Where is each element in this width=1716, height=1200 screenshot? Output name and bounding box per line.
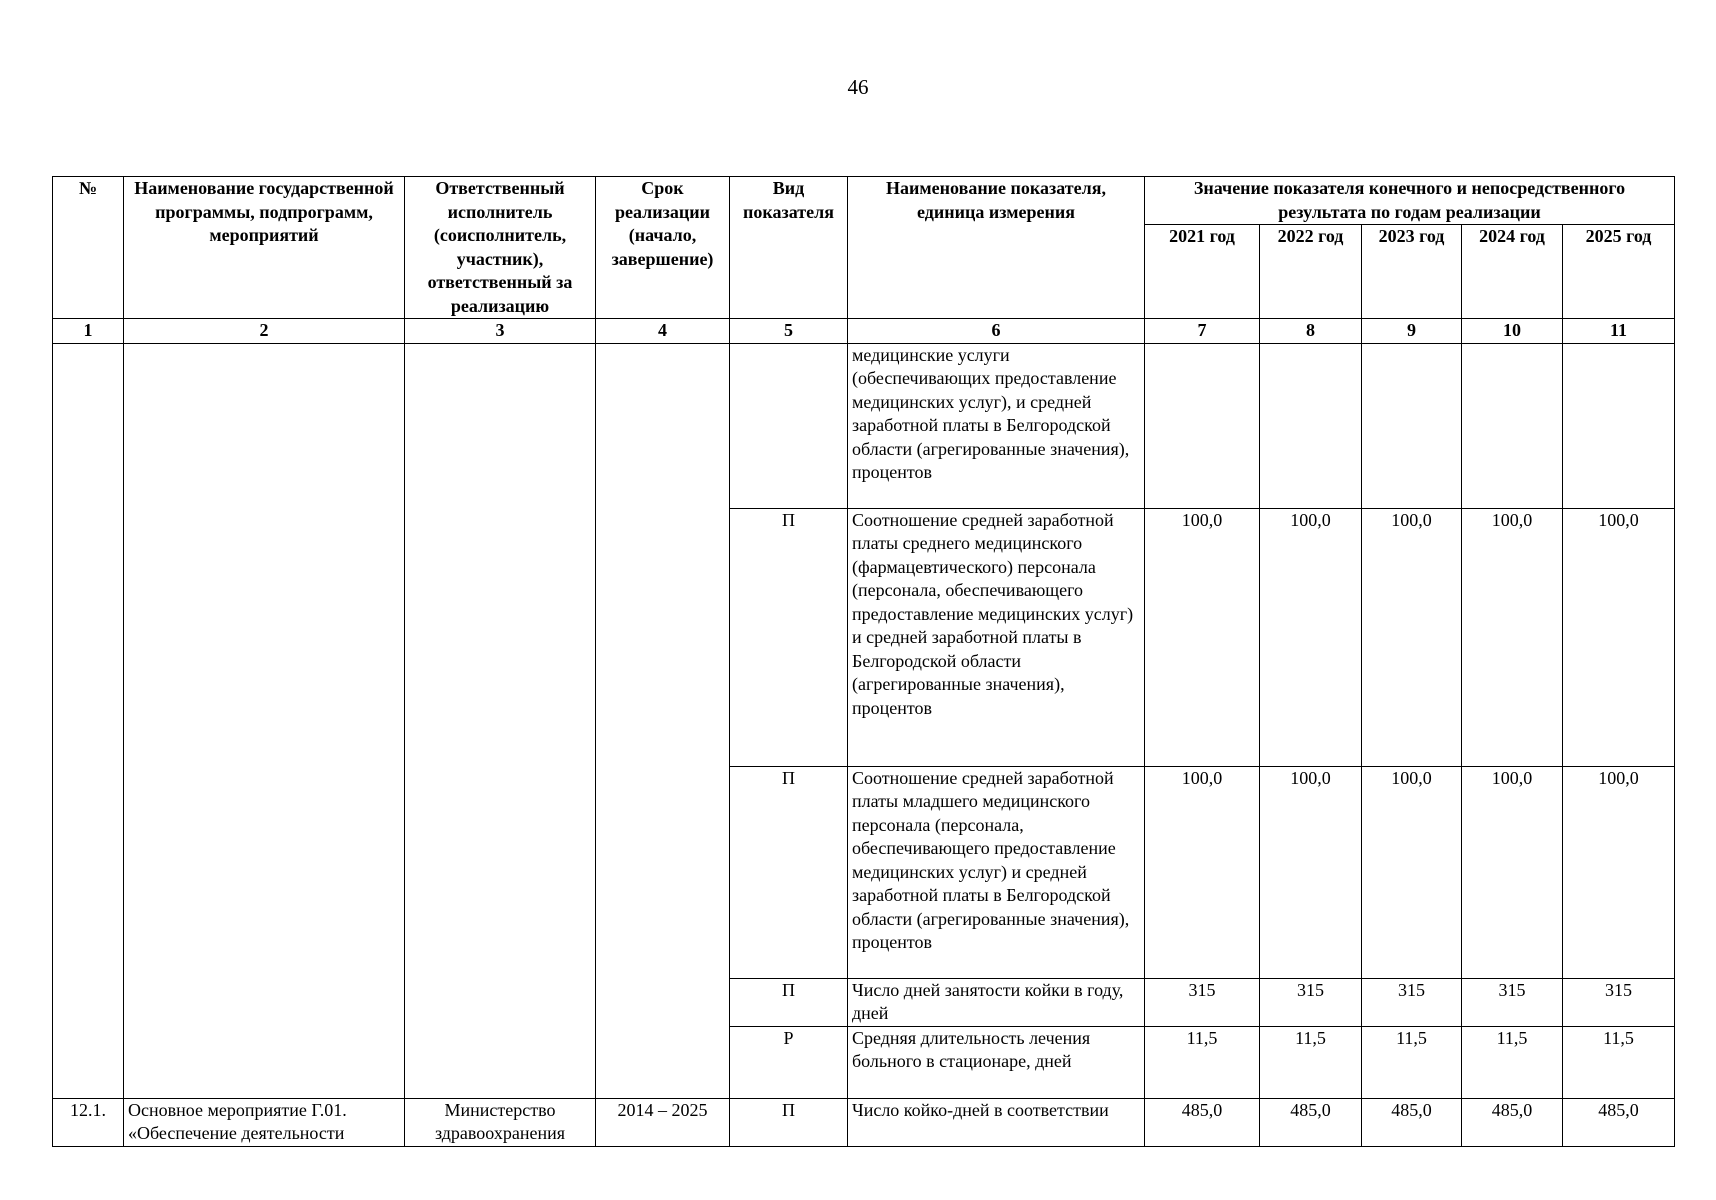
header-year-2023: 2023 год bbox=[1362, 225, 1462, 319]
indicator-type: П bbox=[730, 508, 848, 766]
indicator-name: Число койко-дней в соответствии bbox=[848, 1098, 1145, 1146]
value-2023: 315 bbox=[1362, 978, 1462, 1026]
column-number: 1 bbox=[53, 319, 124, 344]
value-2022 bbox=[1260, 343, 1362, 508]
responsible-executor: Министерство здравоохранения bbox=[405, 1098, 596, 1146]
indicator-type bbox=[730, 343, 848, 508]
value-2024: 485,0 bbox=[1462, 1098, 1563, 1146]
header-indicator-name: Наименование показателя, единица измерения bbox=[848, 177, 1145, 319]
value-2021: 485,0 bbox=[1145, 1098, 1260, 1146]
value-2025: 100,0 bbox=[1563, 508, 1675, 766]
header-year-2021: 2021 год bbox=[1145, 225, 1260, 319]
column-number: 3 bbox=[405, 319, 596, 344]
header-row-1 bbox=[53, 177, 1675, 225]
indicator-type: П bbox=[730, 1098, 848, 1146]
indicator-name: Соотношение средней заработной платы среднего медицинского (фармацевтического) персонала (персонала, обеспечивающего предоставление медицинских услуг) и средней заработной платы в Белгородской области (агрегированные значения), процентов bbox=[848, 508, 1145, 766]
value-2024: 315 bbox=[1462, 978, 1563, 1026]
column-number: 7 bbox=[1145, 319, 1260, 344]
value-2022: 100,0 bbox=[1260, 508, 1362, 766]
column-number: 9 bbox=[1362, 319, 1462, 344]
header-year-2024: 2024 год bbox=[1462, 225, 1563, 319]
table-row-main-activity bbox=[53, 1098, 1675, 1146]
indicator-type: П bbox=[730, 978, 848, 1026]
activity-name: Основное мероприятие Г.01. «Обеспечение деятельности bbox=[124, 1098, 405, 1146]
implementation-period: 2014 – 2025 bbox=[596, 1098, 730, 1146]
value-2022: 100,0 bbox=[1260, 766, 1362, 978]
column-number: 11 bbox=[1563, 319, 1675, 344]
program-indicators-table bbox=[52, 176, 1675, 1147]
value-2021 bbox=[1145, 343, 1260, 508]
column-number: 6 bbox=[848, 319, 1145, 344]
cell-empty-program-name bbox=[124, 343, 405, 1098]
indicator-name: Соотношение средней заработной платы младшего медицинского персонала (персонала, обеспечивающего предоставление медицинских услуг) и средней заработной платы в Белгородской области (агрегированные значения), процентов bbox=[848, 766, 1145, 978]
value-2025: 315 bbox=[1563, 978, 1675, 1026]
value-2022: 485,0 bbox=[1260, 1098, 1362, 1146]
header-program-name: Наименование государственной программы, подпрограмм, мероприятий bbox=[124, 177, 405, 319]
value-2023: 485,0 bbox=[1362, 1098, 1462, 1146]
cell-empty-number bbox=[53, 343, 124, 1098]
value-2023: 11,5 bbox=[1362, 1026, 1462, 1098]
indicator-type: П bbox=[730, 766, 848, 978]
value-2024 bbox=[1462, 343, 1563, 508]
header-period: Срок реализации (начало, завершение) bbox=[596, 177, 730, 319]
value-2025: 485,0 bbox=[1563, 1098, 1675, 1146]
value-2022: 315 bbox=[1260, 978, 1362, 1026]
indicator-name: медицинские услуги (обеспечивающих предоставление медицинских услуг), и средней заработной платы в Белгородской области (агрегированные значения), процентов bbox=[848, 343, 1145, 508]
value-2024: 11,5 bbox=[1462, 1026, 1563, 1098]
header-executor: Ответственный исполнитель (соисполнитель, участник), ответственный за реализацию bbox=[405, 177, 596, 319]
column-number: 2 bbox=[124, 319, 405, 344]
header-indicator-type: Вид показателя bbox=[730, 177, 848, 319]
header-year-2025: 2025 год bbox=[1563, 225, 1675, 319]
cell-empty-period bbox=[596, 343, 730, 1098]
column-number: 8 bbox=[1260, 319, 1362, 344]
column-numbers-row bbox=[53, 319, 1675, 344]
header-values-group: Значение показателя конечного и непосредственного результата по годам реализации bbox=[1145, 177, 1675, 225]
value-2021: 100,0 bbox=[1145, 766, 1260, 978]
value-2023: 100,0 bbox=[1362, 766, 1462, 978]
indicator-name: Число дней занятости койки в году, дней bbox=[848, 978, 1145, 1026]
table-row bbox=[53, 343, 1675, 508]
value-2025 bbox=[1563, 343, 1675, 508]
column-number: 4 bbox=[596, 319, 730, 344]
column-number: 10 bbox=[1462, 319, 1563, 344]
page-number: 46 bbox=[847, 75, 869, 99]
value-2023: 100,0 bbox=[1362, 508, 1462, 766]
indicator-type: Р bbox=[730, 1026, 848, 1098]
value-2021: 100,0 bbox=[1145, 508, 1260, 766]
value-2021: 315 bbox=[1145, 978, 1260, 1026]
indicator-name: Средняя длительность лечения больного в стационаре, дней bbox=[848, 1026, 1145, 1098]
header-year-2022: 2022 год bbox=[1260, 225, 1362, 319]
value-2024: 100,0 bbox=[1462, 508, 1563, 766]
column-number: 5 bbox=[730, 319, 848, 344]
value-2025: 11,5 bbox=[1563, 1026, 1675, 1098]
value-2021: 11,5 bbox=[1145, 1026, 1260, 1098]
cell-empty-executor bbox=[405, 343, 596, 1098]
value-2025: 100,0 bbox=[1563, 766, 1675, 978]
row-number: 12.1. bbox=[53, 1098, 124, 1146]
header-number: № bbox=[53, 177, 124, 319]
value-2024: 100,0 bbox=[1462, 766, 1563, 978]
value-2023 bbox=[1362, 343, 1462, 508]
value-2022: 11,5 bbox=[1260, 1026, 1362, 1098]
